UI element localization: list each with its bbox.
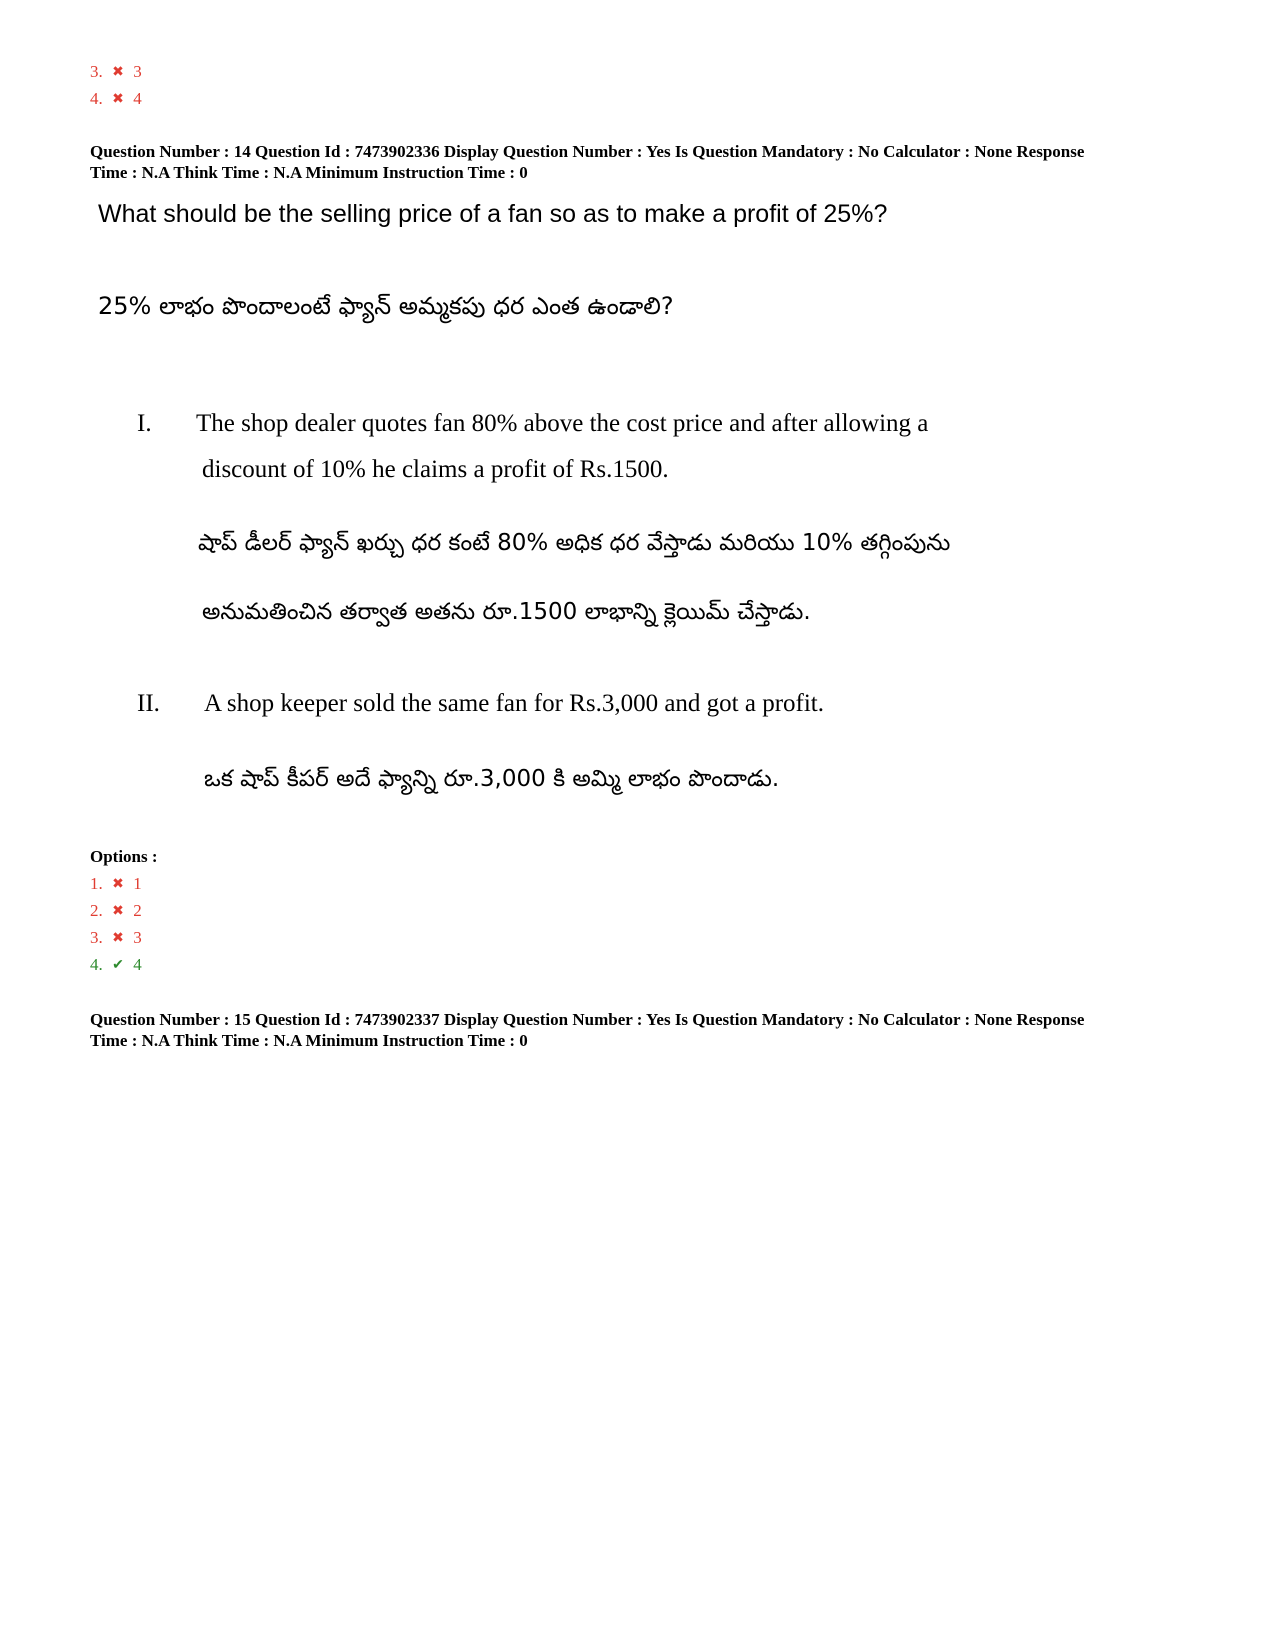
wrong-mark-icon: ✖ — [112, 904, 124, 919]
option-number: 4. — [90, 89, 103, 108]
statement-1-english-line1: The shop dealer quotes fan 80% above the cost price and after allowing a — [196, 410, 929, 437]
question-text-english: What should be the selling price of a fan so as to make a profit of 25%? — [98, 200, 888, 228]
statement-2-number: II. — [137, 690, 160, 717]
question-15-meta-line1: Question Number : 15 Question Id : 7473902337 Display Question Number : Yes Is Question Mandatory : No Calculator : None Response — [90, 1010, 1085, 1029]
option-number: 4. — [90, 955, 103, 974]
option-value: 3 — [133, 62, 142, 81]
option-3 — [90, 928, 142, 949]
statement-1-english-line2: discount of 10% he claims a profit of Rs.1500. — [202, 456, 669, 483]
question-14-meta-line2: Time : N.A Think Time : N.A Minimum Instruction Time : 0 — [90, 163, 528, 182]
option-1 — [90, 874, 142, 895]
option-value: 4 — [133, 955, 142, 974]
statement-1-number: I. — [137, 410, 152, 437]
wrong-mark-icon: ✖ — [112, 92, 124, 107]
option-value: 1 — [133, 874, 142, 893]
correct-check-icon: ✔ — [112, 958, 124, 973]
option-4 — [90, 955, 142, 976]
question-15-meta-line2: Time : N.A Think Time : N.A Minimum Instruction Time : 0 — [90, 1031, 528, 1050]
option-number: 3. — [90, 62, 103, 81]
question-14-meta — [90, 141, 1200, 183]
question-text-telugu: 25% లాభం పొందాలంటే ఫ్యాన్ అమ్మకపు ధర ఎంత ఉండాలి? — [98, 292, 674, 320]
option-value: 2 — [133, 901, 142, 920]
statement-1-telugu-line2: అనుమతించిన తర్వాత అతను రూ.1500 లాభాన్ని క్లెయిమ్ చేస్తాడు. — [202, 599, 811, 625]
option-number: 1. — [90, 874, 103, 893]
option-value: 4 — [133, 89, 142, 108]
statement-2-english-line1: A shop keeper sold the same fan for Rs.3,000 and got a profit. — [204, 690, 825, 717]
options-label: Options : — [90, 847, 158, 866]
option-number: 2. — [90, 901, 103, 920]
statement-1-telugu-line1: షాప్ డీలర్ ఫ్యాన్ ఖర్చు ధర కంటే 80% అధిక ధర వేస్తాడు మరియు 10% తగ్గింపును — [198, 530, 951, 556]
question-14-body — [90, 186, 1090, 836]
wrong-mark-icon: ✖ — [112, 65, 124, 80]
wrong-mark-icon: ✖ — [112, 877, 124, 892]
question-15-meta — [90, 1009, 1200, 1051]
option-2 — [90, 901, 142, 922]
wrong-mark-icon: ✖ — [112, 931, 124, 946]
statement-2-telugu-line1: ఒక షాప్ కీపర్ అదే ఫ్యాన్ని రూ.3,000 కి అమ్మి లాభం పొందాడు. — [204, 766, 780, 792]
prev-option-3 — [90, 62, 142, 83]
option-value: 3 — [133, 928, 142, 947]
prev-option-4 — [90, 89, 142, 110]
option-number: 3. — [90, 928, 103, 947]
question-14-meta-line1: Question Number : 14 Question Id : 7473902336 Display Question Number : Yes Is Question Mandatory : No Calculator : None Response — [90, 142, 1085, 161]
